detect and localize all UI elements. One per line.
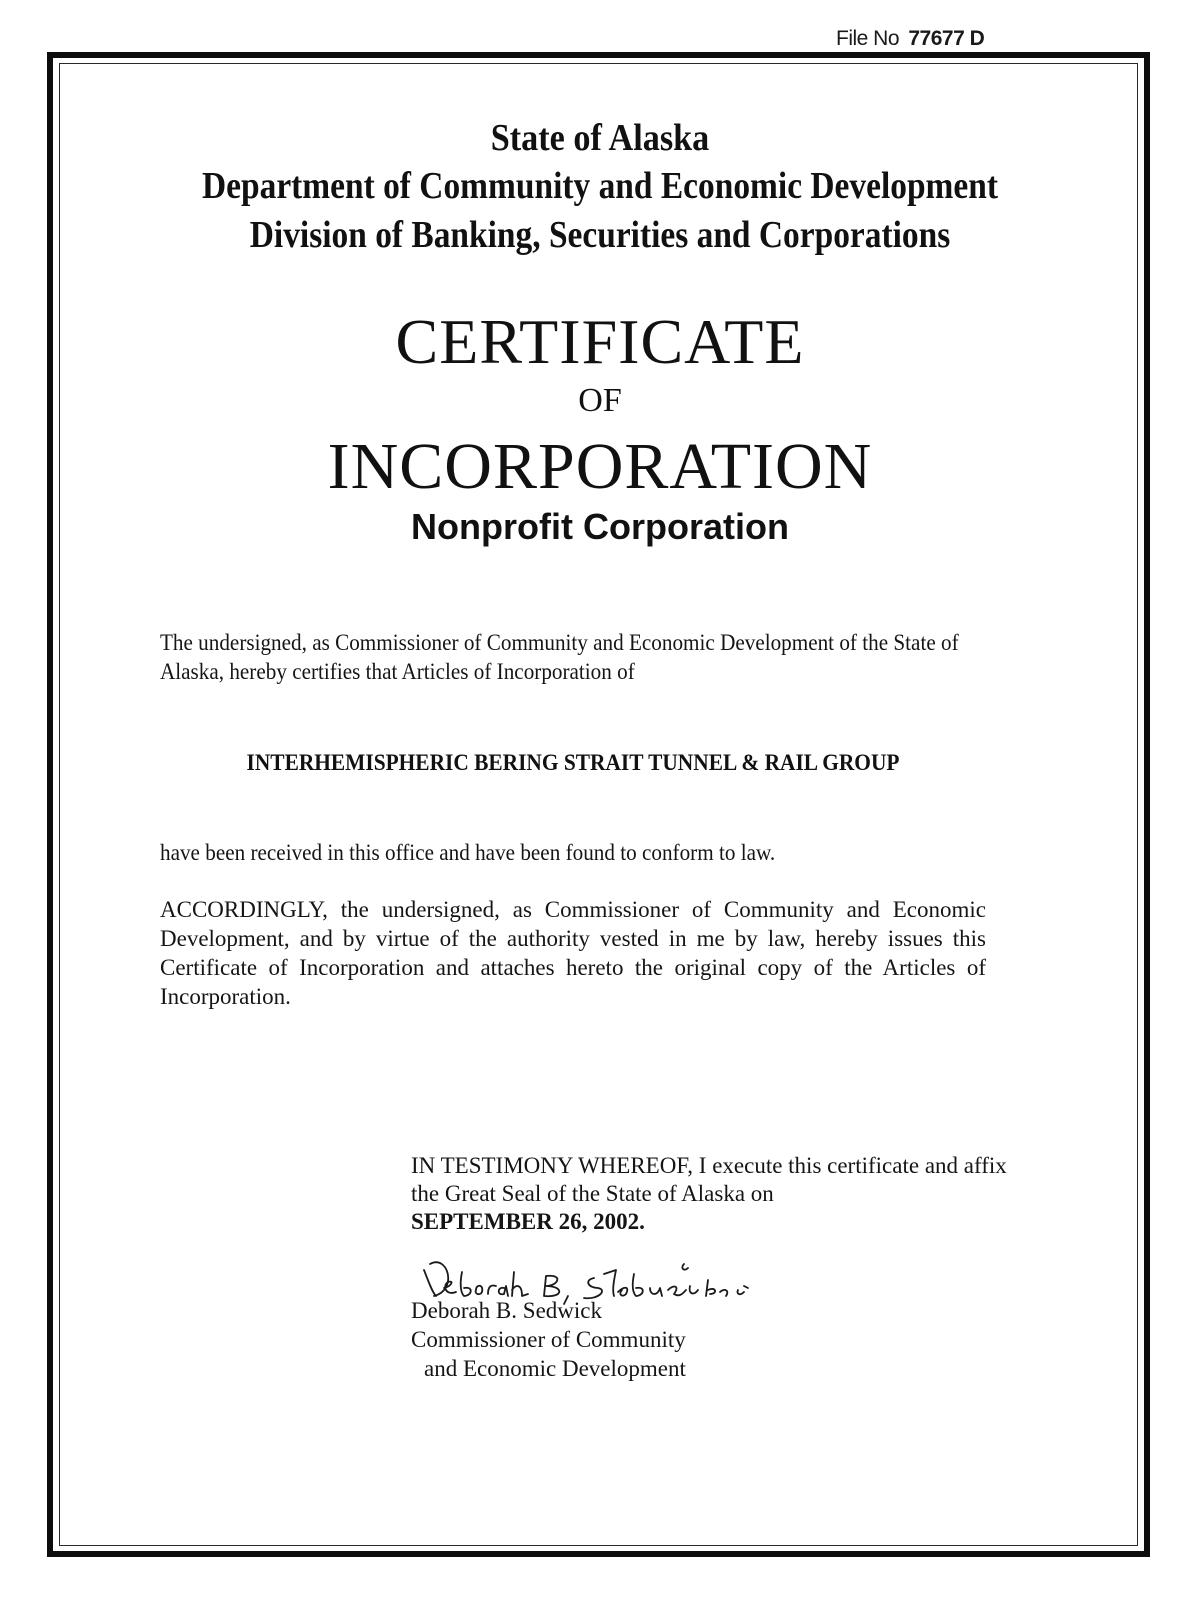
testimony-block (411, 1152, 1011, 1236)
intro-paragraph: The undersigned, as Commissioner of Community and Economic Development of the State of Alaska, hereby certifies that Articles of Incorporation of (160, 630, 959, 684)
header-state: State of Alaska (490, 117, 710, 159)
signatory-name: Deborah B. Sedwick (411, 1298, 602, 1323)
title-of: OF (578, 382, 622, 419)
title-subtitle: Nonprofit Corporation (411, 506, 789, 547)
title-certificate: CERTIFICATE (395, 306, 805, 377)
header-department: Department of Community and Economic Development (202, 165, 998, 207)
signatory-title-line2: and Economic Development (424, 1356, 686, 1381)
signatory-block (411, 1296, 686, 1383)
signatory-title-line1: Commissioner of Community (411, 1327, 686, 1352)
file-number-value: 77677 D (908, 27, 985, 50)
file-number-label: File No (836, 27, 900, 50)
issue-date: SEPTEMBER 26, 2002. (411, 1209, 645, 1234)
testimony-text: IN TESTIMONY WHEREOF, I execute this certificate and affix the Great Seal of the State of Alaska on (411, 1153, 1007, 1206)
file-number (836, 27, 984, 51)
accordingly-paragraph: ACCORDINGLY, the undersigned, as Commissioner of Community and Economic Development, and by virtue of the authority vested in me by law, hereby issues this Certificate of Incorporation and attaches hereto the original copy of the Articles of Incorporation. (160, 897, 986, 1009)
header-division: Division of Banking, Securities and Corporations (249, 214, 951, 256)
title-incorporation: INCORPORATION (327, 430, 873, 503)
corporation-name: INTERHEMISPHERIC BERING STRAIT TUNNEL & RAIL GROUP (246, 750, 900, 775)
conformance-paragraph: have been received in this office and have been found to conform to law. (160, 840, 776, 865)
